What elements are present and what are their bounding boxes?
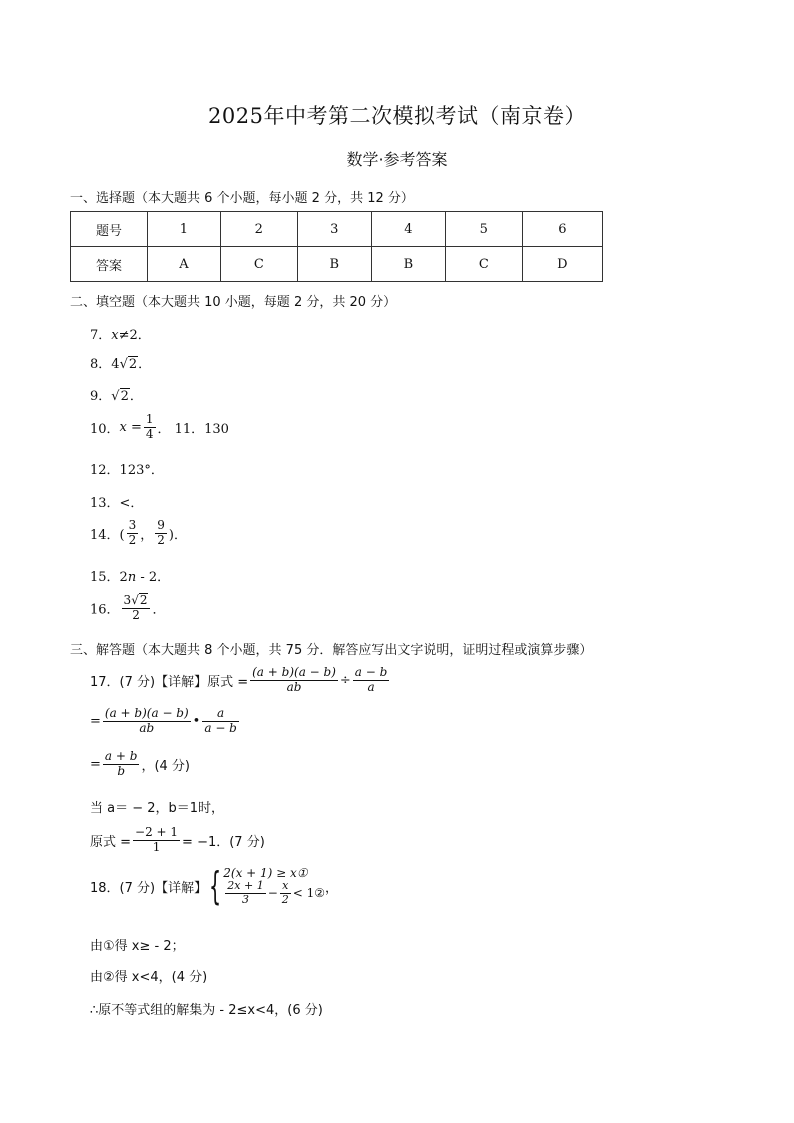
q7-rest: ≠2． [118,328,151,343]
q17-l5-f-num: −2 + 1 [135,825,179,839]
q16-radicand: 2 [139,593,148,607]
q17-div: ÷ [339,672,351,688]
q17-l5-f-den: 1 [133,840,180,855]
table-cell-answer: C [220,247,297,282]
table-row-numbers [71,212,603,247]
table-cell-answer: B [297,247,371,282]
q17-l3-tail: ，(4 分) [141,758,190,774]
table-row-answers [71,247,603,282]
q10-frac-num: 1 [145,412,154,426]
answer-q13: 13．<． [90,496,144,511]
q10-fraction [144,413,156,442]
q14-fraction-1 [127,519,139,548]
q14-f1-den: 2 [128,532,137,547]
q18-row2 [223,880,325,906]
q17-l2-f2-num: a [217,706,225,720]
q10-num: 10． [90,421,120,437]
q10-frac-den: 4 [145,426,154,441]
sqrt-symbol: √2 [111,389,129,404]
answer-q15 [90,566,170,585]
q18-f-num: 2x + 1 [227,879,264,893]
q17-line1 [90,666,391,695]
q16-frac-den: 2 [122,608,151,623]
answer-q16 [90,593,166,623]
table-cell-number: 4 [371,212,445,247]
table-cell-number: 5 [445,212,522,247]
answer-q10-q11 [90,413,229,442]
q18-row1: 2(x + 1) ≥ x① [223,866,308,880]
q7-num: 7． [90,328,112,343]
q17-line3 [90,750,190,779]
q9-end: ． [129,389,143,404]
table-cell-answer: D [522,247,602,282]
table-cell-number: 3 [297,212,371,247]
sqrt-symbol: √2 [119,357,138,372]
answer-q7 [90,324,151,343]
q16-coef: 3 [123,593,132,607]
q17-l5-lead: 原式 = [90,834,132,850]
q18-row2-fraction-2 [280,880,291,906]
section1-heading: 一、选择题（本大题共 6 个小题，每小题 2 分，共 12 分） [70,191,414,206]
q17-line2 [90,707,241,736]
q18-step1: 由①得 x≥ - 2； [90,939,185,954]
q17-l2-fraction-1 [103,707,191,736]
q17-l3-f-den: b [103,764,140,779]
q10-end: ． [157,421,171,437]
section3-heading: 三、解答题（本大题共 8 个小题，共 75 分．解答应写出文字说明，证明过程或演算步骤） [70,643,593,658]
q7-var: x [111,328,119,343]
q16-end: ． [152,602,166,618]
answer-q14 [90,519,187,548]
q8-coef: 4 [111,357,120,372]
q8-radicand: 2 [128,357,138,372]
q18-minus: − [267,886,278,901]
q9-num: 9． [90,389,112,404]
q15-coef: 2 [119,570,128,585]
q14-f1-num: 3 [128,518,137,532]
q17-l2-eq: = [90,713,101,729]
q15-num: 15． [90,570,120,585]
q10-lhs: x = [119,419,142,435]
q18-system [223,866,325,907]
q16-num: 16． [90,602,120,618]
q17-l2-f1-den: ab [103,721,191,736]
q18-line1 [90,866,338,907]
page-subtitle: 数学·参考答案 [346,150,448,169]
q14-f2-den: 2 [157,532,165,547]
q14-sep: ， [140,527,154,543]
table-answer-label: 答案 [71,247,148,282]
q16-fraction [122,593,151,623]
q16-frac-num [122,593,151,608]
q17-l2-f1-num: (a + b)(a − b) [104,706,189,720]
q14-end: )． [168,527,187,543]
q17-f1-num: (a + b)(a − b) [252,665,336,679]
sqrt-symbol: √2 [131,593,148,607]
q17-l3-f-num: a + b [104,749,138,763]
q17-line5 [90,826,265,855]
q18-g-den: 2 [281,893,289,907]
q18-g-num: x [282,879,289,893]
q17-l2-fraction-2 [202,707,239,736]
table-cell-answer: B [371,247,445,282]
brace-symbol: { [209,864,222,909]
table-cell-number: 2 [220,212,297,247]
q18-step2: 由②得 x<4，(4 分) [90,970,208,985]
table-cell-answer: C [445,247,522,282]
q14-fraction-2 [155,519,167,548]
q17-l2-dot: • [192,713,201,729]
q8-end: ． [138,357,152,372]
q18-f-den: 3 [225,893,265,907]
q17-l5-tail: = −1．(7 分) [182,834,265,850]
q14-f2-num: 9 [157,518,165,532]
q15-rest: - 2． [136,570,171,585]
q15-var: n [127,570,137,585]
q18-row2-tail: < 1② [292,886,326,901]
section2-heading: 二、填空题（本大题共 10 小题，每题 2 分，共 20 分） [70,295,397,310]
q11-answer: 11．130 [174,421,229,437]
q17-l3-fraction [103,750,140,779]
q17-f2-num: a − b [354,665,388,679]
q8-num: 8． [90,357,112,372]
answer-q8 [90,353,151,372]
q17-fraction-2 [353,666,390,695]
q9-radicand: 2 [120,389,129,404]
answer-q9 [90,385,143,404]
q17-fraction-1 [250,666,338,695]
q18-tail: ， [325,880,339,896]
page-title: 2025年中考第二次模拟考试（南京卷） [208,104,586,128]
q17-l3-eq: = [90,756,101,772]
q17-f2-den: a [353,680,390,695]
table-cell-number: 6 [522,212,602,247]
q14-num: 14．( [90,527,125,543]
q17-l2-f2-den: a − b [204,720,237,735]
answer-q12: 12．123°． [90,463,164,478]
answer-table [70,211,603,282]
q17-lead: 17．(7 分)【详解】原式 = [90,674,249,690]
q18-lead: 18．(7 分)【详解】 [90,880,208,896]
q17-f1-den: ab [250,680,338,695]
table-cell-answer: A [148,247,221,282]
q18-step3: ∴原不等式组的解集为 - 2≤x<4，(6 分) [90,1003,323,1018]
q18-row2-fraction-1 [225,880,265,906]
q17-line4: 当 a＝ − 2，b＝1时， [90,801,225,816]
q17-l5-fraction [133,826,180,855]
table-header-label: 题号 [71,212,148,247]
table-cell-number: 1 [148,212,221,247]
